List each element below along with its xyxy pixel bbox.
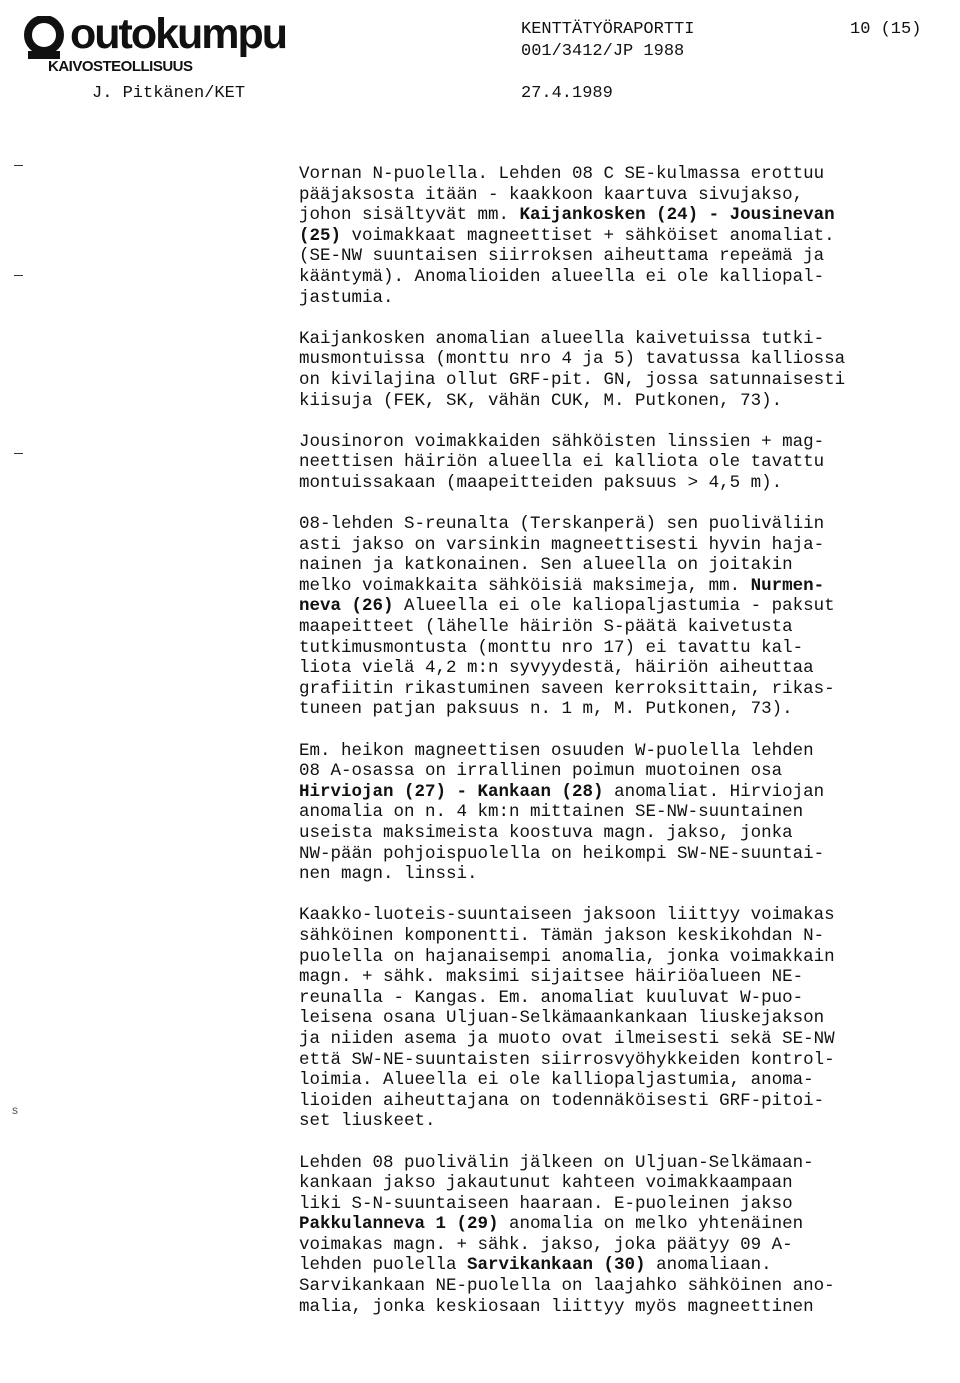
- paragraph: [299, 905, 939, 1132]
- paragraph: [299, 1153, 939, 1318]
- text-run: 08-lehden S-reunalta (Terskanperä) sen puoliväliin asti jakso on varsinkin magneettisesti hyvin haja- nainen ja katkonainen. Sen alueella on joitakin melko voimakkaita sähköisiä maksimeja, mm.: [299, 514, 825, 596]
- margin-tick: [14, 453, 23, 454]
- paragraph: [299, 432, 939, 494]
- bold-text-run: Pakkulanneva 1 (29): [299, 1214, 499, 1235]
- bold-text-run: Nurmen- neva (26): [299, 575, 825, 617]
- paragraph: [299, 329, 939, 411]
- text-run: Alueella ei ole kaliopaljastumia - paksut maapeitteet (lähelle häiriön S-päätä kaivetusta tutkimusmontusta (monttu nro 17) ei tavattu kal- liota vielä 4,2 m:n syvyydestä, häiriön aiheuttaa grafiitin rikastuminen saveen kerroksittain, rikas- tuneen patjan paksuus n. 1 m, M. Putkonen, 73).: [299, 596, 835, 720]
- company-logo: [22, 10, 342, 80]
- text-run: Lehden 08 puolivälin jälkeen on Uljuan-Selkämaan- kankaan jakso jakautunut kahteen voimakkaampaan liki S-N-suuntaiseen haaraan. E-puoleinen jakso: [299, 1152, 814, 1214]
- author: J. Pitkänen/KET: [92, 84, 246, 103]
- text-run: Kaijankosken anomalian alueella kaivetuissa tutki- musmontuissa (monttu nro 4 ja 5) tavatussa kalliossa on kivilajina ollut GRF-pit. GN, jossa satunnaisesti kiisuja (FEK, SK, vähän CUK, M. Putkonen, 73).: [299, 328, 846, 411]
- text-run: Jousinoron voimakkaiden sähköisten linssien + mag- neettisen häiriön alueella ei kalliota ole tavattu montuissakaan (maapeitteiden paksuus > 4,5 m).: [299, 431, 825, 493]
- text-run: voimakkaat magneettiset + sähköiset anomaliat. (SE-NW suuntaisen siirroksen aiheuttama repeämä ja kääntymä). Anomalioiden alueella ei ole kalliopal- jastumia.: [299, 225, 835, 308]
- bold-text-run: Sarvikankaan (30): [467, 1255, 646, 1276]
- report-number: 001/3412/JP 1988: [521, 42, 685, 61]
- text-run: Kaakko-luoteis-suuntaiseen jaksoon liittyy voimakas sähköinen komponentti. Tämän jakson keskikohdan N- puolella on hajanaisempi anomalia, jonka voimakkain magn. + sähk. maksimi sijaitsee häiriöalueen NE- reunalla - Kangas. Em. anomaliat kuuluvat W-puo- leisena osana Uljuan-Selkämaankankaan liuskejakson ja niiden asema ja muoto ovat ilmeisesti sekä SE-NW että SW-NE-suuntaisten siirrosvyöhykkeiden kontrol- loimia. Alueella ei ole kalliopaljastumia, anoma- lioiden aiheuttajana on todennäköisesti GRF-pitoi- set liuskeet.: [299, 905, 835, 1132]
- report-date: 27.4.1989: [521, 84, 613, 103]
- text-run: Em. heikon magneettisen osuuden W-puolella lehden 08 A-osassa on irrallinen poimun muotoinen osa: [299, 740, 814, 782]
- paragraph: [299, 164, 939, 308]
- margin-tick: [14, 275, 23, 276]
- logo-ring-icon: [22, 16, 66, 62]
- text-run: anomaliat. Hirviojan anomalia on n. 4 km:n mittainen SE-NW-suuntainen useista maksimeista koostuva magn. jakso, jonka NW-pään pohjoispuolella on heikompi SW-NE-suuntai- nen magn. linssi.: [299, 781, 825, 885]
- bold-text-run: Kaijankosken (24) - Jousinevan (25): [299, 205, 835, 246]
- text-run: anomaliaan. Sarvikankaan NE-puolella on laajahko sähköinen ano- malia, jonka keskiosaan liittyy myös magneettinen: [299, 1255, 835, 1317]
- bold-text-run: Hirviojan (27) - Kankaan (28): [299, 781, 604, 802]
- logo-subtitle: KAIVOSTEOLLISUUS: [48, 58, 193, 75]
- report-title: KENTTÄTYÖRAPORTTI: [521, 20, 695, 39]
- margin-tick: [14, 165, 23, 166]
- text-run: Vornan N-puolella. Lehden 08 C SE-kulmassa erottuu pääjaksosta itään - kaakkoon kaartuva sivujakso, johon sisältyvät mm.: [299, 164, 825, 226]
- text-run: anomalia on melko yhtenäinen voimakas magn. + sähk. jakso, joka päätyy 09 A- lehden puolella: [299, 1214, 804, 1276]
- report-body: [299, 164, 939, 1338]
- paragraph: [299, 514, 939, 720]
- logo-wordmark: outokumpu: [70, 10, 287, 58]
- page-indicator: 10 (15): [850, 20, 922, 39]
- margin-mark: s: [12, 1103, 18, 1117]
- paragraph: [299, 741, 939, 885]
